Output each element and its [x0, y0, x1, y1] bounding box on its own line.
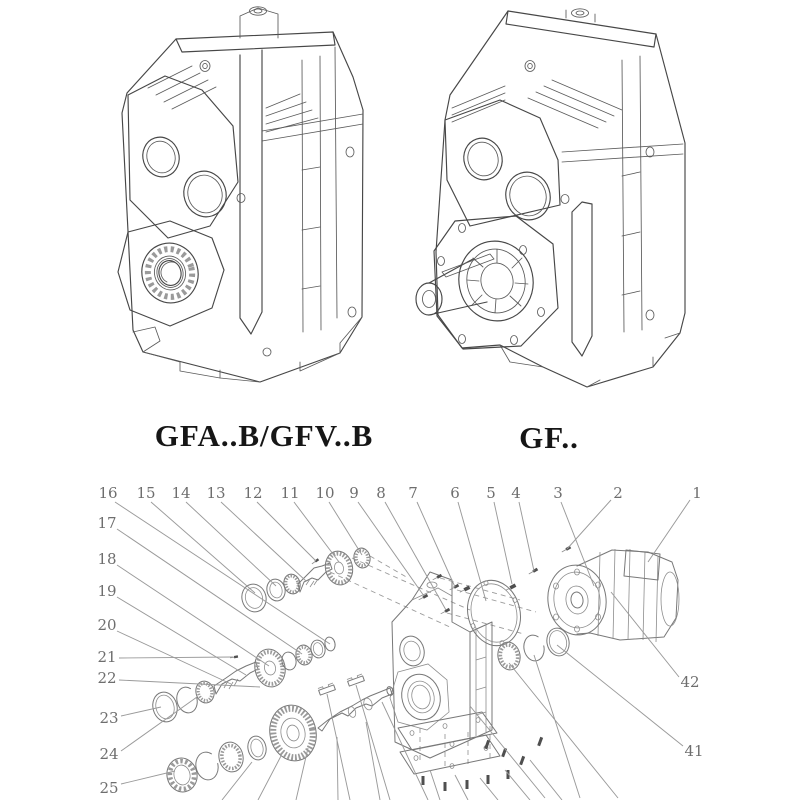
gearbox-right-line-drawing [416, 9, 685, 387]
motor [543, 549, 679, 642]
callout-number-16: 16 [98, 484, 118, 502]
callout-leader-line-42 [611, 592, 679, 677]
callout-leader-line-10 [329, 502, 362, 555]
callout-number-3: 3 [553, 484, 563, 502]
gearbox-housing [390, 572, 500, 774]
callout-leader-line-3 [561, 502, 594, 586]
callout-number-24: 24 [99, 745, 119, 763]
callout-number-4: 4 [511, 484, 521, 502]
callout-leader-line-1 [648, 500, 690, 562]
callout-leader-line-5 [494, 502, 512, 584]
callout-number-15: 15 [136, 484, 156, 502]
callout-number-41: 41 [684, 742, 704, 760]
callout-number-22: 22 [97, 669, 117, 687]
callout-number-18: 18 [97, 550, 117, 568]
callout-number-2: 2 [613, 484, 623, 502]
output-seal-rings [495, 626, 571, 672]
callout-number-1: 1 [692, 484, 702, 502]
callout-number-20: 20 [97, 616, 117, 634]
callout-number-23: 23 [99, 709, 119, 727]
callout-leader-line-41 [557, 645, 683, 746]
callout-number-21: 21 [97, 648, 117, 666]
model-label-left: GFA..B/GFV..B [154, 418, 374, 453]
callout-number-5: 5 [486, 484, 496, 502]
model-label-right: GF.. [519, 420, 579, 455]
callout-leader-line-21 [119, 657, 233, 658]
callout-number-9: 9 [349, 484, 359, 502]
callout-number-13: 13 [206, 484, 226, 502]
callout-number-17: 17 [97, 514, 117, 532]
callout-leader-line-6 [458, 502, 486, 601]
callout-number-7: 7 [408, 484, 418, 502]
callout-leader-line-24 [121, 697, 197, 751]
callout-number-19: 19 [97, 582, 117, 600]
callout-leader-line-4 [519, 502, 534, 571]
callout-number-8: 8 [376, 484, 386, 502]
callout-number-14: 14 [171, 484, 191, 502]
exploded-parts-diagram [97, 484, 703, 800]
callout-leader-line-13 [221, 502, 306, 581]
callout-leader-line-12 [257, 502, 316, 561]
callout-number-42: 42 [680, 673, 700, 691]
callout-number-11: 11 [280, 484, 300, 502]
callout-number-10: 10 [315, 484, 335, 502]
callout-leader-line-9 [358, 502, 424, 596]
gearbox-left-line-drawing [118, 7, 363, 382]
callout-number-6: 6 [450, 484, 460, 502]
callout-number-12: 12 [243, 484, 263, 502]
callout-number-25: 25 [99, 779, 119, 797]
callout-leader-line-19 [117, 597, 246, 675]
callout-leader-line-11 [294, 502, 339, 562]
callout-leader-line-2 [567, 500, 611, 549]
callout-leader-line-15 [151, 502, 255, 593]
callouts-layer [97, 484, 703, 797]
callout-leader-line-17 [117, 529, 302, 654]
